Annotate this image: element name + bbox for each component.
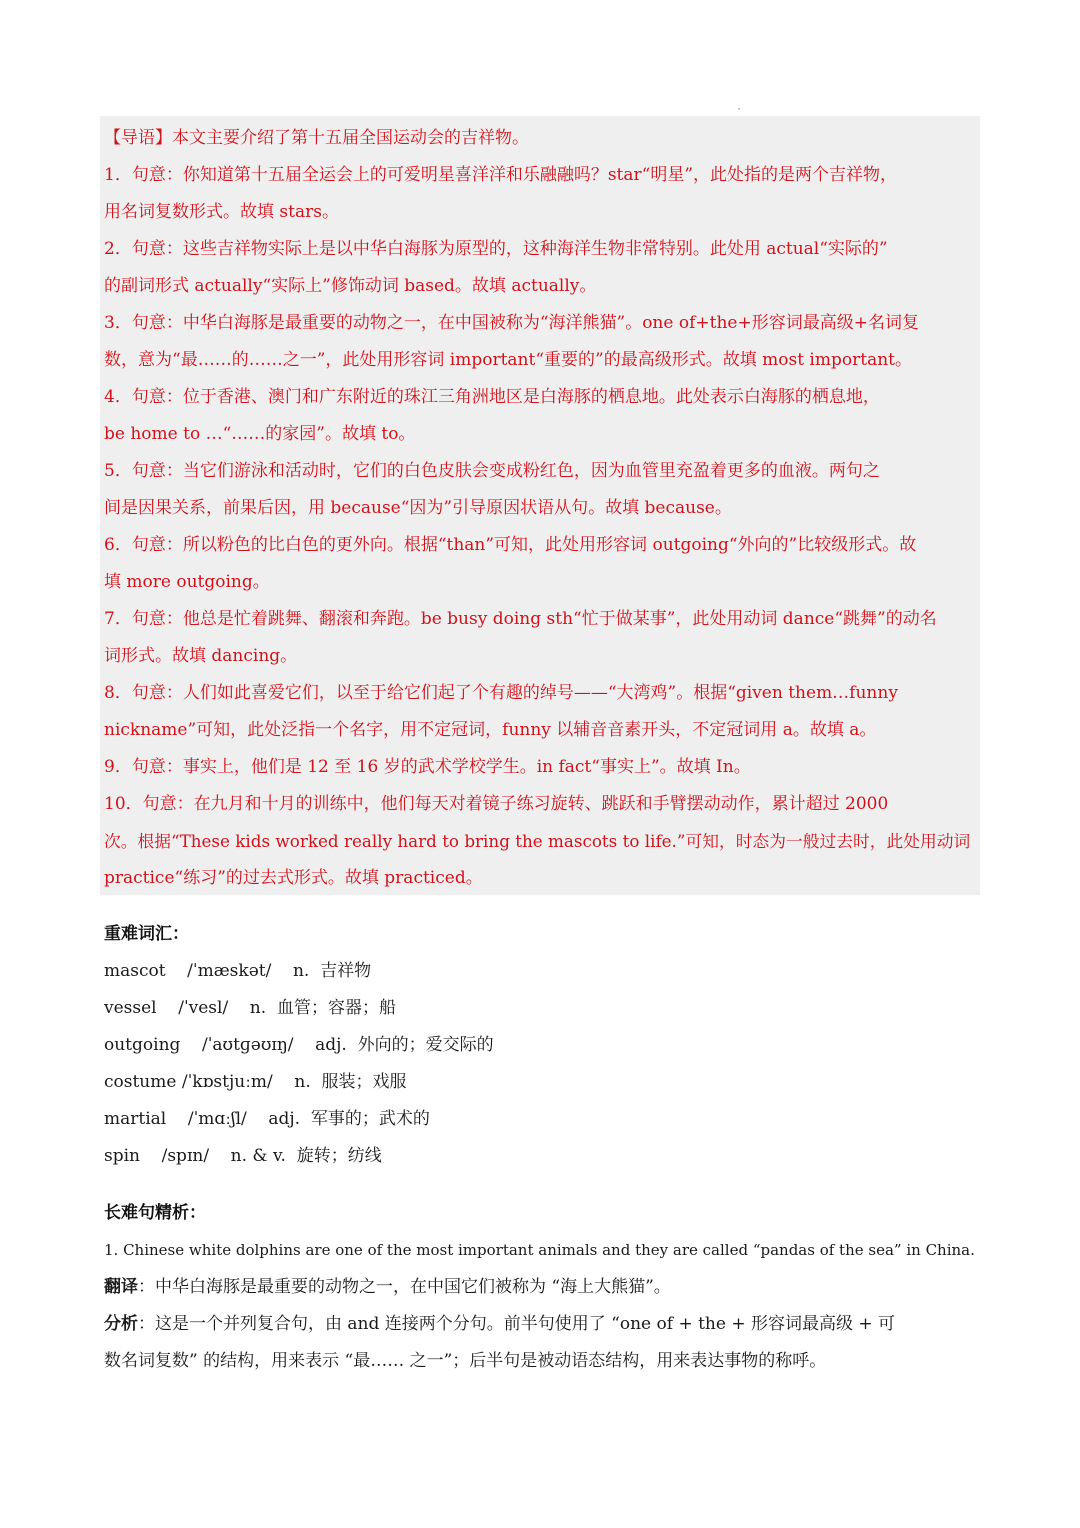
answer-explanation-box (100, 116, 980, 895)
answer-line: 【导语】本文主要介绍了第十五届全国运动会的吉祥物。 (104, 128, 529, 148)
sentence-analysis-section (104, 1195, 984, 1380)
answer-line: practice“练习”的过去式形式。故填 practiced。 (104, 868, 483, 888)
analysis-line (104, 1306, 984, 1343)
translation-text: ：中华白海豚是最重要的动物之一，在中国它们被称为 “海上大熊猫”。 (138, 1277, 671, 1297)
analysis-label: 分析 (104, 1314, 138, 1334)
answer-line: 间是因果关系，前果后因，用 because“因为”引导原因状语从句。故填 because。 (104, 498, 732, 518)
answer-line: 8．句意：人们如此喜爱它们，以至于给它们起了个有趣的绰号——“大湾鸡”。根据“given them…funny (104, 683, 898, 703)
scan-speck (738, 108, 740, 110)
translation-line (104, 1269, 984, 1306)
vocab-item-costume: costume /ˈkɒstjuːm/ n. 服装；戏服 (104, 1072, 407, 1092)
answer-line: 2．句意：这些吉祥物实际上是以中华白海豚为原型的，这种海洋生物非常特别。此处用 actual“实际的” (104, 239, 888, 259)
sentence-analysis-heading: 长难句精析： (104, 1203, 206, 1223)
answer-line: 4．句意：位于香港、澳门和广东附近的珠江三角洲地区是白海豚的栖息地。此处表示白海豚的栖息地， (104, 387, 880, 407)
answer-line: 用名词复数形式。故填 stars。 (104, 202, 339, 222)
analysis-line-continued: 数名词复数” 的结构，用来表示 “最…… 之一”；后半句是被动语态结构，用来表达事物的称呼。 (104, 1351, 827, 1371)
vocab-item-outgoing: outgoing /ˈaʊtɡəʊɪŋ/ adj. 外向的；爱交际的 (104, 1035, 494, 1055)
vocab-item-mascot: mascot /ˈmæskət/ n. 吉祥物 (104, 961, 372, 981)
answer-line: 词形式。故填 dancing。 (104, 646, 298, 666)
answer-line: 填 more outgoing。 (104, 572, 270, 592)
vocab-item-vessel: vessel /ˈvesl/ n. 血管；容器；船 (104, 998, 396, 1018)
vocab-item-spin: spin /spɪn/ n. & v. 旋转；纺线 (104, 1146, 382, 1166)
answer-line: 3．句意：中华白海豚是最重要的动物之一，在中国被称为“海洋熊猫”。one of+the+形容词最高级+名词复 (104, 313, 919, 333)
answer-line: 1．句意：你知道第十五届全运会上的可爱明星喜洋洋和乐融融吗？star“明星”，此处指的是两个吉祥物， (104, 165, 898, 185)
answer-line: 次。根据“These kids worked really hard to bring the mascots to life.”可知，时态为一般过去时，此处用动词 (104, 831, 971, 851)
analysis-text: ：这是一个并列复合句，由 and 连接两个分句。前半句使用了 “one of + the + 形容词最高级 + 可 (138, 1314, 896, 1334)
answer-line: 7．句意：他总是忙着跳舞、翻滚和奔跑。be busy doing sth“忙于做某事”，此处用动词 dance“跳舞”的动名 (104, 609, 937, 629)
answer-line: be home to …“……的家园”。故填 to。 (104, 424, 416, 444)
answer-line: nickname”可知，此处泛指一个名字，用不定冠词，funny 以辅音音素开头，不定冠词用 a。故填 a。 (104, 720, 877, 740)
example-sentence: 1. Chinese white dolphins are one of the most important animals and they are called “pandas of the sea” in China. (104, 1241, 975, 1259)
answer-line: 数，意为“最……的……之一”，此处用形容词 important“重要的”的最高级形式。故填 most important。 (104, 350, 912, 370)
answer-line: 10．句意：在九月和十月的训练中，他们每天对着镜子练习旋转、跳跃和手臂摆动动作，累计超过 2000 (104, 794, 889, 814)
vocabulary-section (104, 916, 984, 1175)
answer-line: 6．句意：所以粉色的比白色的更外向。根据“than”可知，此处用形容词 outgoing“外向的”比较级形式。故 (104, 535, 917, 555)
vocab-item-martial: martial /ˈmɑːʃl/ adj. 军事的；武术的 (104, 1109, 430, 1129)
answer-line: 5．句意：当它们游泳和活动时，它们的白色皮肤会变成粉红色，因为血管里充盈着更多的血液。两句之 (104, 461, 880, 481)
answer-line: 9．句意：事实上，他们是 12 至 16 岁的武术学校学生。in fact“事实上”。故填 In。 (104, 757, 751, 777)
vocabulary-heading: 重难词汇： (104, 924, 189, 944)
translation-label: 翻译 (104, 1277, 138, 1297)
answer-line: 的副词形式 actually“实际上”修饰动词 based。故填 actually。 (104, 276, 597, 296)
